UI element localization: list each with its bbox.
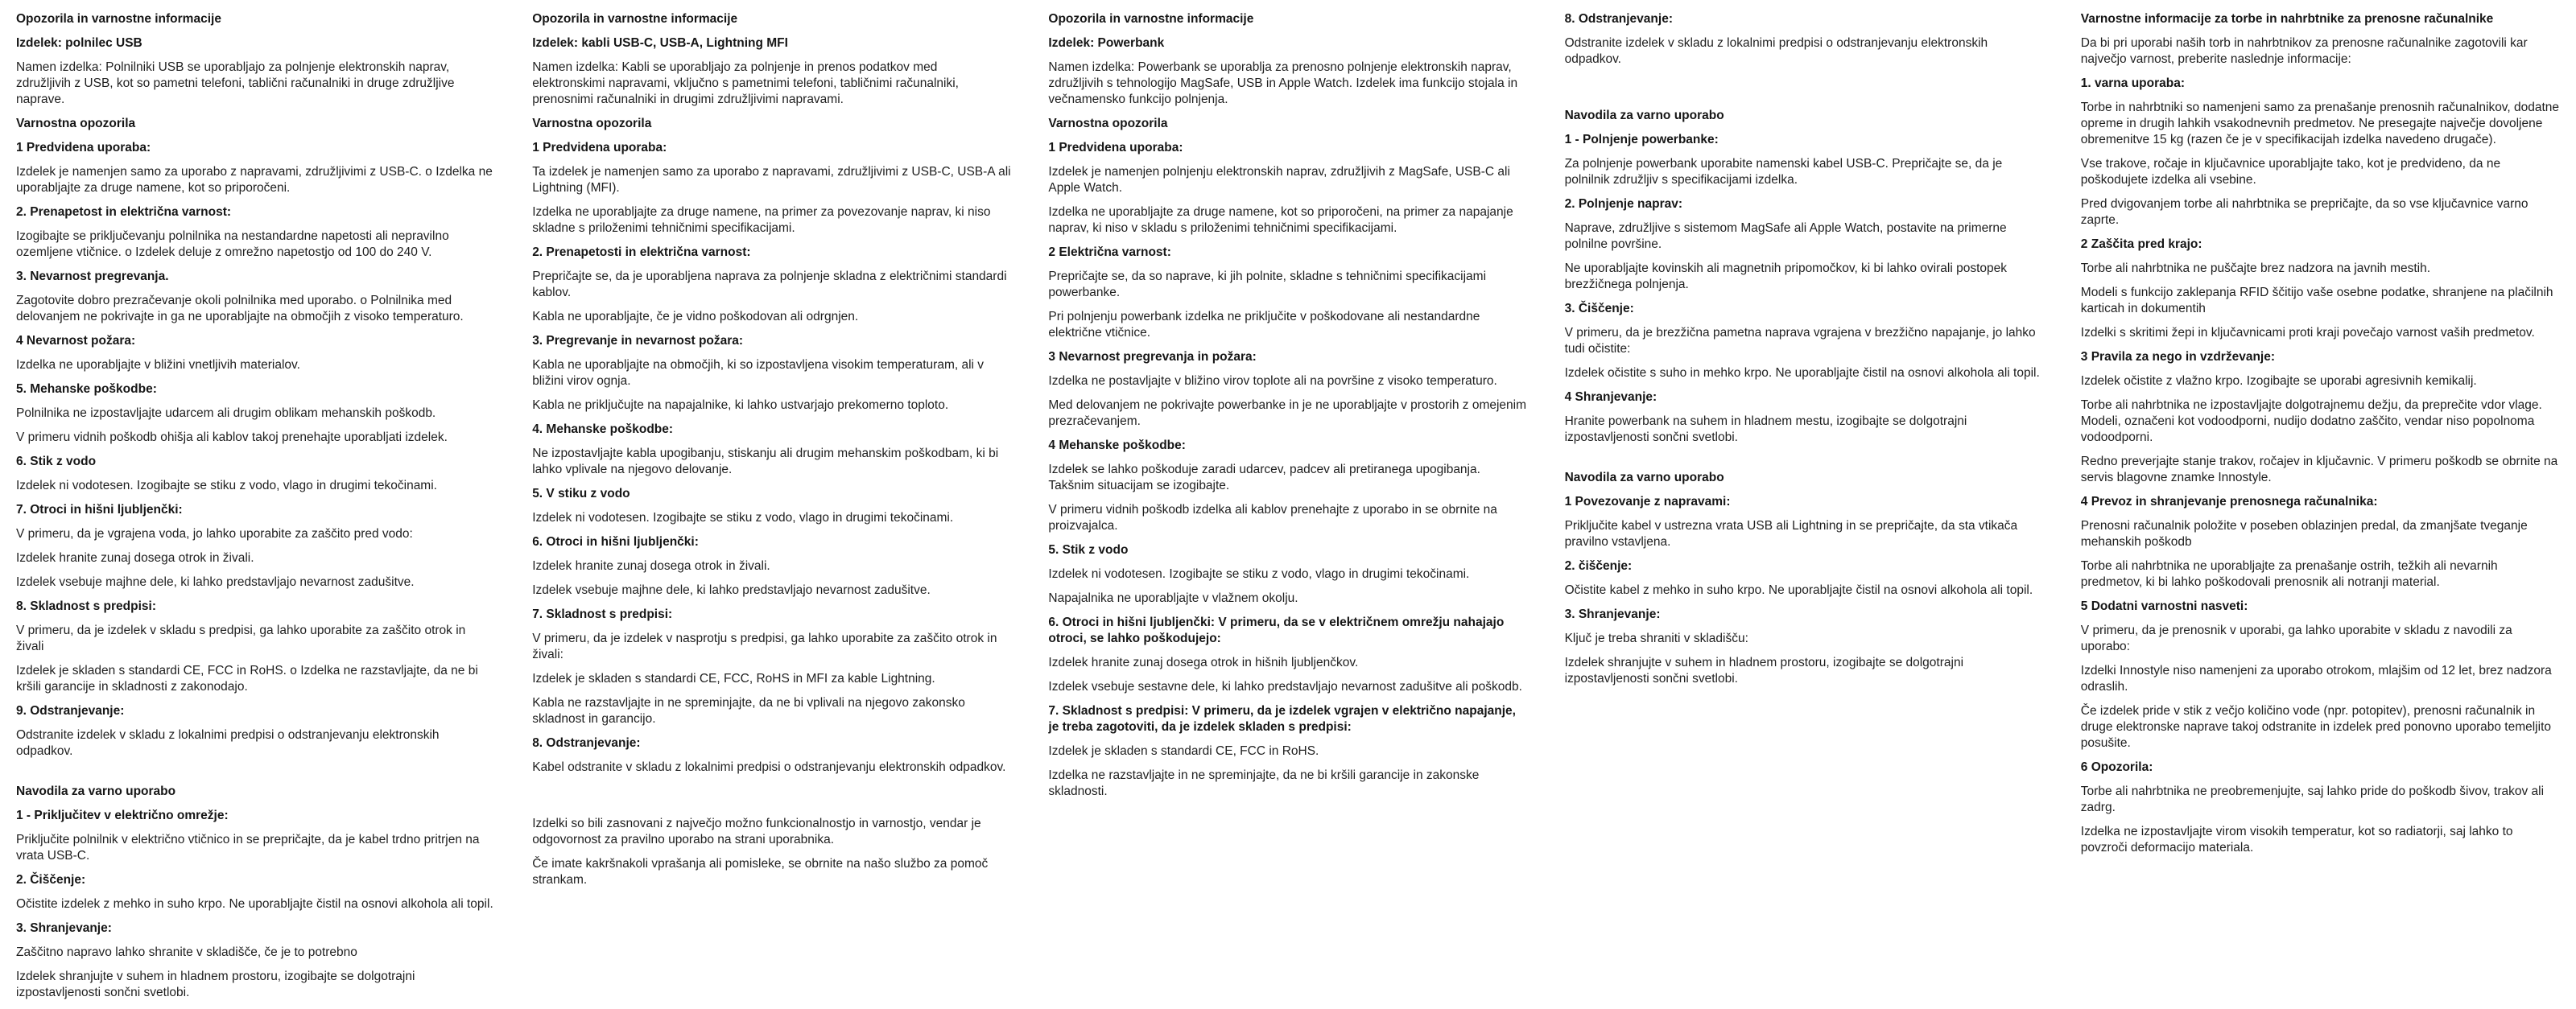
section-heading: 6. Otroci in hišni ljubljenčki: — [532, 535, 699, 549]
section-heading: 3. Čiščenje: — [1564, 302, 1634, 315]
paragraph: Izdelek je namenjen samo za uporabo z napravami, združljivimi z USB-C. o Izdelka ne uporabljajte za druge namene, kot so priporočeni. — [16, 165, 493, 195]
section-heading: 3 Pravila za nego in vzdrževanje: — [2080, 350, 2276, 364]
paragraph: Torbe ali nahrbtnika ne puščajte brez nadzora na javnih mestih. — [2080, 262, 2431, 275]
paragraph: Očistite kabel z mehko in suho krpo. Ne uporabljajte čistil na osnovi alkohola ali topil. — [1564, 583, 2033, 597]
paragraph: Izdelka ne uporabljajte v bližini vnetljivih materialov. — [16, 358, 300, 372]
section-heading: 1. varna uporaba: — [2080, 76, 2186, 90]
paragraph: Redno preverjajte stanje trakov, ročajev in ključavnic. V primeru poškodb se obrnite na servis blagovne znamke Innostyle. — [2080, 455, 2558, 484]
paragraph: Izdelki s skritimi žepi in ključavnicami proti kraji povečajo varnost vaših predmetov. — [2080, 326, 2535, 340]
section-heading: 4 Prevoz in shranjevanje prenosnega računalnika: — [2080, 495, 2378, 509]
section-heading: 3. Pregrevanje in nevarnost požara: — [532, 334, 744, 348]
paragraph: Prepričajte se, da je uporabljena naprava za polnjenje skladna z električnimi standardi kablov. — [532, 270, 1007, 299]
paragraph: Zagotovite dobro prezračevanje okoli polnilnika med uporabo. o Polnilnika med delovanjem ne pokrivajte in ga ne uporabljajte na območjih z visoko temperaturo. — [16, 294, 464, 323]
section-heading: 6 Opozorila: — [2080, 760, 2153, 774]
document-column-5 — [2081, 11, 2560, 864]
vertical-spacer — [16, 768, 495, 784]
paragraph: Kabel odstranite v skladu z lokalnimi predpisi o odstranjevanju elektronskih odpadkov. — [532, 760, 1006, 774]
paragraph: Izdelka ne postavljajte v bližino virov toplote ali na površine z visoko temperaturo. — [1048, 374, 1497, 388]
paragraph: V primeru, da je brezžična pametna naprava vgrajena v brezžično napajanje, jo lahko tudi očistite: — [1564, 326, 2036, 356]
paragraph: Ta izdelek je namenjen samo za uporabo z napravami, združljivimi z USB-C, USB-A ali Lightning (MFI). — [532, 165, 1011, 195]
document-columns — [16, 11, 2560, 1009]
paragraph: Izdelek je skladen s standardi CE, FCC, RoHS in MFI za kable Lightning. — [532, 672, 935, 686]
paragraph: Če izdelek pride v stik z večjo količino vode (npr. potopitev), prenosni računalnik in druge elektronske naprave takoj odstranite in izdelek pred ponovno uporabo temeljito posušite. — [2080, 704, 2551, 750]
section-heading: Izdelek: polnilec USB — [16, 36, 142, 50]
paragraph: Vse trakove, ročaje in ključavnice uporabljajte tako, kot je predvideno, da ne poškodujete izdelka ali vsebine. — [2080, 157, 2501, 187]
paragraph: Namen izdelka: Kabli se uporabljajo za polnjenje in prenos podatkov med elektronskimi napravami, vključno s pametnimi telefoni, tabličnimi računalniki, prenosnimi računalniki in drugimi združljivimi napravami. — [532, 60, 959, 106]
paragraph: V primeru, da je izdelek v nasprotju s predpisi, ga lahko uporabite za zaščito otrok in živali: — [532, 632, 997, 661]
paragraph: Torbe ali nahrbtnika ne uporabljajte za prenašanje ostrih, težkih ali nevarnih predmetov, ki bi lahko poškodovali prenosnik ali notranji material. — [2080, 559, 2498, 589]
paragraph: Izdelek shranjujte v suhem in hladnem prostoru, izogibajte se dolgotrajni izpostavljenosti sončni svetlobi. — [1564, 656, 1964, 686]
paragraph: Izdelka ne izpostavljajte virom visokih temperatur, kot so radiatorji, saj lahko to povzroči deformacijo materiala. — [2080, 825, 2513, 855]
paragraph: Torbe ali nahrbtnika ne izpostavljajte dolgotrajnemu dežju, da preprečite vdor vlage. Modeli, označeni kot vodoodporni, nudijo dodatno zaščito, vendar niso popolnoma vodoodporni. — [2080, 398, 2542, 444]
section-heading: 3. Shranjevanje: — [1564, 607, 1661, 621]
paragraph: Izdelek vsebuje majhne dele, ki lahko predstavljajo nevarnost zadušitve. — [16, 575, 415, 589]
paragraph: V primeru, da je vgrajena voda, jo lahko uporabite za zaščito pred vodo: — [16, 527, 413, 541]
section-heading: 5. Mehanske poškodbe: — [16, 382, 157, 396]
section-heading: 2. Prenapetost in električna varnost: — [16, 205, 232, 219]
paragraph: Očistite izdelek z mehko in suho krpo. Ne uporabljajte čistil na osnovi alkohola ali topil. — [16, 897, 493, 911]
section-heading: Opozorila in varnostne informacije — [1048, 12, 1254, 26]
paragraph: Izdelek hranite zunaj dosega otrok in živali. — [532, 559, 770, 573]
section-heading: 9. Odstranjevanje: — [16, 704, 125, 718]
section-heading: Navodila za varno uporabo — [1564, 471, 1724, 484]
paragraph: Izdelka ne razstavljajte in ne spreminjajte, da ne bi kršili garancije in zakonske skladnosti. — [1048, 768, 1480, 798]
section-heading: 2. Prenapetosti in električna varnost: — [532, 245, 751, 259]
paragraph: Izdelek hranite zunaj dosega otrok in hišnih ljubljenčkov. — [1048, 656, 1359, 669]
paragraph: V primeru vidnih poškodb ohišja ali kablov takoj prenehajte uporabljati izdelek. — [16, 430, 448, 444]
paragraph: Izdelek ni vodotesen. Izogibajte se stiku z vodo, vlago in drugimi tekočinami. — [16, 479, 437, 492]
section-heading: 7. Otroci in hišni ljubljenčki: — [16, 503, 183, 517]
section-heading: 3 Nevarnost pregrevanja in požara: — [1048, 350, 1257, 364]
section-heading: 7. Skladnost s predpisi: — [532, 607, 673, 621]
paragraph: Kabla ne razstavljajte in ne spreminjajte, da ne bi vplivali na njegovo zakonsko skladnost in garancijo. — [532, 696, 965, 726]
section-heading: 2 Električna varnost: — [1048, 245, 1171, 259]
section-heading: 1 Predvidena uporaba: — [532, 141, 667, 154]
section-heading: 1 - Polnjenje powerbanke: — [1564, 133, 1719, 146]
section-heading: 2. čiščenje: — [1564, 559, 1633, 573]
paragraph: Kabla ne uporabljajte, če je vidno poškodovan ali odrgnjen. — [532, 310, 859, 323]
document-column-2 — [532, 11, 1011, 896]
paragraph: V primeru vidnih poškodb izdelka ali kablov prenehajte z uporabo in se obrnite na proizvajalca. — [1048, 503, 1497, 533]
paragraph: Če imate kakršnakoli vprašanja ali pomisleke, se obrnite na našo službo za pomoč strankam. — [532, 857, 989, 887]
paragraph: Kabla ne priključujte na napajalnike, ki lahko ustvarjajo prekomerno toploto. — [532, 398, 949, 412]
section-heading: 4 Mehanske poškodbe: — [1048, 439, 1186, 452]
section-heading: 7. Skladnost s predpisi: V primeru, da je izdelek vgrajen v električno napajanje, je treba zagotoviti, da je izdelek skladen s predpisi: — [1048, 704, 1516, 734]
paragraph: Namen izdelka: Powerbank se uporablja za prenosno polnjenje elektronskih naprav, združljivih s tehnologijo MagSafe, USB in Apple Watch. Izdelek ima funkcijo stojala in večnamensko funkcijo polnjenja. — [1048, 60, 1518, 106]
paragraph: Izdelek ni vodotesen. Izogibajte se stiku z vodo, vlago in drugimi tekočinami. — [532, 511, 954, 525]
paragraph: Izdelek ni vodotesen. Izogibajte se stiku z vodo, vlago in drugimi tekočinami. — [1048, 567, 1470, 581]
paragraph: Polnilnika ne izpostavljajte udarcem ali drugim oblikam mehanskih poškodb. — [16, 406, 436, 420]
paragraph: Hranite powerbank na suhem in hladnem mestu, izogibajte se dolgotrajni izpostavljenosti sončni svetlobi. — [1564, 414, 1967, 444]
section-heading: 2 Zaščita pred krajo: — [2080, 237, 2202, 251]
section-heading: 6. Stik z vodo — [16, 455, 97, 468]
paragraph: Izdelek je skladen s standardi CE, FCC in RoHS. o Izdelka ne razstavljajte, da ne bi kršili garancije in skladnosti z zakonodajo. — [16, 664, 478, 694]
section-heading: 3. Nevarnost pregrevanja. — [16, 270, 169, 283]
section-heading: 1 Predvidena uporaba: — [16, 141, 151, 154]
paragraph: V primeru, da je izdelek v skladu s predpisi, ga lahko uporabite za zaščito otrok in živali — [16, 624, 466, 653]
section-heading: 4 Nevarnost požara: — [16, 334, 136, 348]
document-column-4 — [1565, 11, 2044, 695]
paragraph: Odstranite izdelek v skladu z lokalnimi predpisi o odstranjevanju elektronskih odpadkov. — [16, 728, 440, 758]
section-heading: 4. Mehanske poškodbe: — [532, 422, 674, 436]
paragraph: Modeli s funkcijo zaklepanja RFID ščitijo vaše osebne podatke, shranjene na plačilnih karticah in dokumentih — [2080, 286, 2553, 315]
paragraph: Izdelek očistite z vlažno krpo. Izogibajte se uporabi agresivnih kemikalij. — [2080, 374, 2477, 388]
paragraph: Prenosni računalnik položite v poseben oblazinjen predal, da zmanjšate tveganje mehanskih poškodb — [2080, 519, 2528, 549]
section-heading: 4 Shranjevanje: — [1564, 390, 1657, 404]
section-heading: 2. Čiščenje: — [16, 873, 86, 887]
vertical-spacer — [532, 784, 1011, 816]
paragraph: Izdelek se lahko poškoduje zaradi udarcev, padcev ali pretiranega upogibanja. Takšnim situacijam se izogibajte. — [1048, 463, 1480, 492]
paragraph: Izdelek je namenjen polnjenju elektronskih naprav, združljivih z MagSafe, USB-C ali Apple Watch. — [1048, 165, 1510, 195]
paragraph: Ključ je treba shraniti v skladišču: — [1564, 632, 1748, 645]
section-heading: Navodila za varno uporabo — [16, 785, 176, 798]
section-heading: 5. V stiku z vodo — [532, 487, 630, 500]
paragraph: Izdelki Innostyle niso namenjeni za uporabo otrokom, mlajšim od 12 let, brez nadzora odraslih. — [2080, 664, 2552, 694]
vertical-spacer — [1565, 76, 2044, 108]
section-heading: 5. Stik z vodo — [1048, 543, 1129, 557]
paragraph: V primeru, da je prenosnik v uporabi, ga lahko uporabite v skladu z navodili za uporabo: — [2080, 624, 2512, 653]
paragraph: Izogibajte se priključevanju polnilnika na nestandardne napetosti ali nepravilno ozemljene vtičnice. o Izdelek deluje z omrežno napetostjo od 100 do 240 V. — [16, 229, 449, 259]
paragraph: Izdelka ne uporabljajte za druge namene, na primer za povezovanje naprav, ki niso skladne s priloženimi tehničnimi specifikacijami. — [532, 205, 991, 235]
document-column-3 — [1048, 11, 1527, 808]
paragraph: Izdelek vsebuje sestavne dele, ki lahko predstavljajo nevarnost zadušitve ali poškodb. — [1048, 680, 1522, 694]
paragraph: Torbe ali nahrbtnika ne preobremenjujte, saj lahko pride do poškodb šivov, trakov ali zadrg. — [2080, 785, 2545, 814]
vertical-spacer — [1565, 454, 2044, 470]
section-heading: 1 Povezovanje z napravami: — [1564, 495, 1731, 509]
section-heading: Varnostna opozorila — [532, 117, 652, 130]
paragraph: Odstranite izdelek v skladu z lokalnimi predpisi o odstranjevanju elektronskih odpadkov. — [1564, 36, 1988, 66]
paragraph: Ne uporabljajte kovinskih ali magnetnih pripomočkov, ki bi lahko ovirali postopek brezžičnega polnjenja. — [1564, 262, 2007, 291]
section-heading: Opozorila in varnostne informacije — [16, 12, 221, 26]
paragraph: Zaščitno napravo lahko shranite v skladišče, če je to potrebno — [16, 945, 357, 959]
paragraph: Priključite polnilnik v električno vtičnico in se prepričajte, da je kabel trdno pritrjen na vrata USB-C. — [16, 833, 480, 863]
paragraph: Pri polnjenju powerbank izdelka ne priključite v poškodovane ali nestandardne električne vtičnice. — [1048, 310, 1480, 340]
paragraph: Prepričajte se, da so naprave, ki jih polnite, skladne s tehničnimi specifikacijami powerbanke. — [1048, 270, 1487, 299]
paragraph: Izdelek vsebuje majhne dele, ki lahko predstavljajo nevarnost zadušitve. — [532, 583, 931, 597]
section-heading: 2. Polnjenje naprav: — [1564, 197, 1683, 211]
paragraph: Izdelek hranite zunaj dosega otrok in živali. — [16, 551, 254, 565]
section-heading: Izdelek: Powerbank — [1048, 36, 1165, 50]
section-heading: Navodila za varno uporabo — [1564, 109, 1724, 122]
paragraph: Da bi pri uporabi naših torb in nahrbtnikov za prenosne računalnike zagotovili kar največjo varnost, preberite naslednje informacije: — [2080, 36, 2528, 66]
paragraph: Izdelki so bili zasnovani z največjo možno funkcionalnostjo in varnostjo, vendar je odgovornost za pravilno uporabo na strani uporabnika. — [532, 817, 981, 846]
paragraph: Izdelek je skladen s standardi CE, FCC in RoHS. — [1048, 744, 1319, 758]
paragraph: Ne izpostavljajte kabla upogibanju, stiskanju ali drugim mehanskim poškodbam, ki bi lahko vplivale na njegovo delovanje. — [532, 447, 999, 476]
section-heading: Opozorila in varnostne informacije — [532, 12, 738, 26]
paragraph: Izdelek shranjujte v suhem in hladnem prostoru, izogibajte se dolgotrajni izpostavljenosti sončni svetlobi. — [16, 970, 415, 999]
paragraph: Med delovanjem ne pokrivajte powerbanke in je ne uporabljajte v prostorih z omejenim prezračevanjem. — [1048, 398, 1527, 428]
section-heading: Varnostna opozorila — [1048, 117, 1168, 130]
section-heading: 6. Otroci in hišni ljubljenčki: V primeru, da se v električnem omrežju nahajajo otroci, se lahko poškodujejo: — [1048, 616, 1505, 645]
section-heading: 3. Shranjevanje: — [16, 921, 112, 935]
paragraph: Za polnjenje powerbank uporabite namenski kabel USB-C. Prepričajte se, da je polnilnik združljiv s specifikacijami izdelka. — [1564, 157, 2003, 187]
section-heading: 8. Odstranjevanje: — [532, 736, 641, 750]
paragraph: Naprave, združljive s sistemom MagSafe ali Apple Watch, postavite na primerne polnilne površine. — [1564, 221, 2007, 251]
section-heading: Izdelek: kabli USB-C, USB-A, Lightning MFI — [532, 36, 788, 50]
section-heading: Varnostna opozorila — [16, 117, 136, 130]
paragraph: Namen izdelka: Polnilniki USB se uporabljajo za polnjenje elektronskih naprav, združljivih z USB, kot so pametni telefoni, tablični računalniki in druge združljive naprave. — [16, 60, 455, 106]
paragraph: Izdelka ne uporabljajte za druge namene, kot so priporočeni, na primer za napajanje naprav, ki niso v skladu s priloženimi tehničnimi specifikacijami. — [1048, 205, 1513, 235]
section-heading: 8. Skladnost s predpisi: — [16, 599, 156, 613]
paragraph: Pred dvigovanjem torbe ali nahrbtnika se prepričajte, da so vse ključavnice varno zaprte. — [2080, 197, 2529, 227]
paragraph: Priključite kabel v ustrezna vrata USB ali Lightning in se prepričajte, da sta vtikača pravilno vstavljena. — [1564, 519, 2018, 549]
section-heading: 1 - Priključitev v električno omrežje: — [16, 809, 229, 822]
paragraph: Torbe in nahrbtniki so namenjeni samo za prenašanje prenosnih računalnikov, dodatne opreme in drugih lahkih vsakodnevnih predmetov. Ne presegajte največje dovoljene obremenitve 15 kg (razen če je v specifikacijah izdelka navedeno drugače). — [2080, 101, 2560, 146]
section-heading: 1 Predvidena uporaba: — [1048, 141, 1183, 154]
paragraph: Napajalnika ne uporabljajte v vlažnem okolju. — [1048, 591, 1298, 605]
section-heading: Varnostne informacije za torbe in nahrbtnike za prenosne računalnike — [2080, 12, 2494, 26]
document-column-1 — [16, 11, 495, 1009]
section-heading: 5 Dodatni varnostni nasveti: — [2080, 599, 2248, 613]
paragraph: Kabla ne uporabljajte na območjih, ki so izpostavljena visokim temperaturam, ali v bližini virov ognja. — [532, 358, 985, 388]
paragraph: Izdelek očistite s suho in mehko krpo. Ne uporabljajte čistil na osnovi alkohola ali topil. — [1564, 366, 2040, 380]
section-heading: 8. Odstranjevanje: — [1564, 12, 1673, 26]
